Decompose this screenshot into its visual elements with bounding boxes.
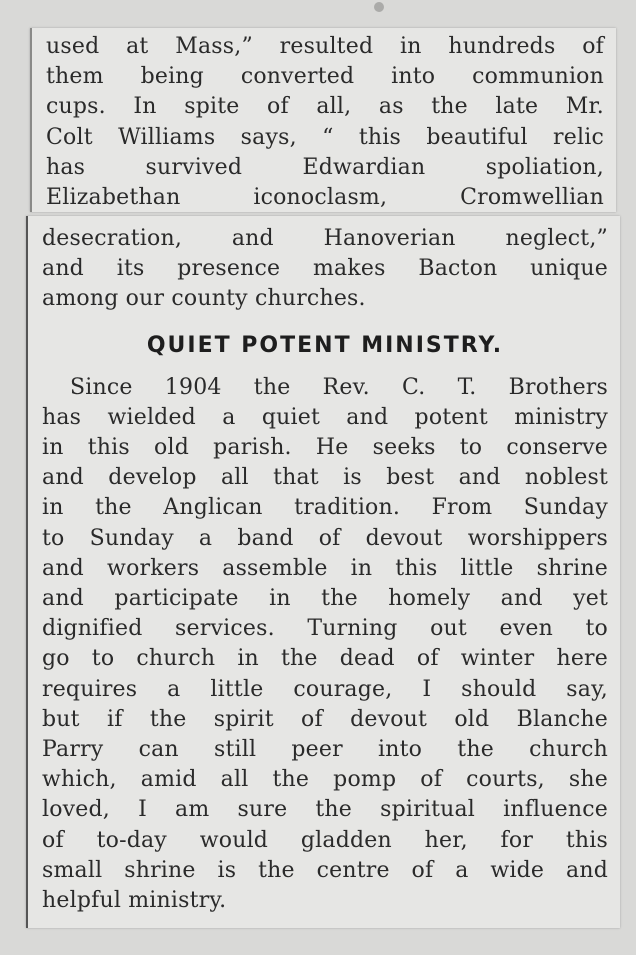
text-line: has survived Edwardian spoliation,: [46, 154, 604, 180]
text-line: which, amid all the pomp of courts, she: [42, 767, 608, 793]
text-line: Colt Williams says, “ this beautiful relic: [46, 124, 604, 150]
newspaper-clipping-main: [26, 216, 620, 928]
newspaper-clipping-top: [30, 28, 616, 212]
text-line: cups. In spite of all, as the late Mr.: [46, 94, 604, 120]
text-line: requires a little courage, I should say,: [42, 676, 608, 702]
text-line: dignified services. Turning out even to: [42, 616, 608, 642]
text-line: Elizabethan iconoclasm, Cromwellian: [46, 185, 604, 211]
text-line: has wielded a quiet and potent ministry: [42, 404, 608, 430]
text-line: them being converted into communion: [46, 64, 604, 90]
section-heading: QUIET POTENT MINISTRY.: [146, 332, 504, 358]
text-line: in this old parish. He seeks to conserve: [42, 435, 608, 461]
text-line: to Sunday a band of devout worshippers: [42, 525, 608, 551]
text-line: helpful ministry.: [42, 888, 227, 914]
text-line: and develop all that is best and noblest: [42, 465, 608, 491]
text-line: but if the spirit of devout old Blanche: [42, 706, 608, 732]
text-line: Since 1904 the Rev. C. T. Brothers: [70, 374, 608, 400]
text-line: and participate in the homely and yet: [42, 586, 608, 612]
text-line: Parry can still peer into the church: [42, 737, 608, 763]
text-line: loved, I am sure the spiritual influence: [42, 797, 608, 823]
text-line: in the Anglican tradition. From Sunday: [42, 495, 608, 521]
text-line: and workers assemble in this little shrine: [42, 555, 608, 581]
text-line: among our county churches.: [42, 286, 366, 312]
text-line: desecration, and Hanoverian neglect,”: [42, 226, 608, 251]
text-line: used at Mass,” resulted in hundreds of: [46, 34, 604, 59]
text-line: small shrine is the centre of a wide and: [42, 857, 608, 883]
text-line: go to church in the dead of winter here: [42, 646, 608, 672]
text-line: of to-day would gladden her, for this: [42, 827, 608, 853]
ink-blot: [374, 2, 384, 12]
text-line: and its presence makes Bacton unique: [42, 256, 608, 282]
